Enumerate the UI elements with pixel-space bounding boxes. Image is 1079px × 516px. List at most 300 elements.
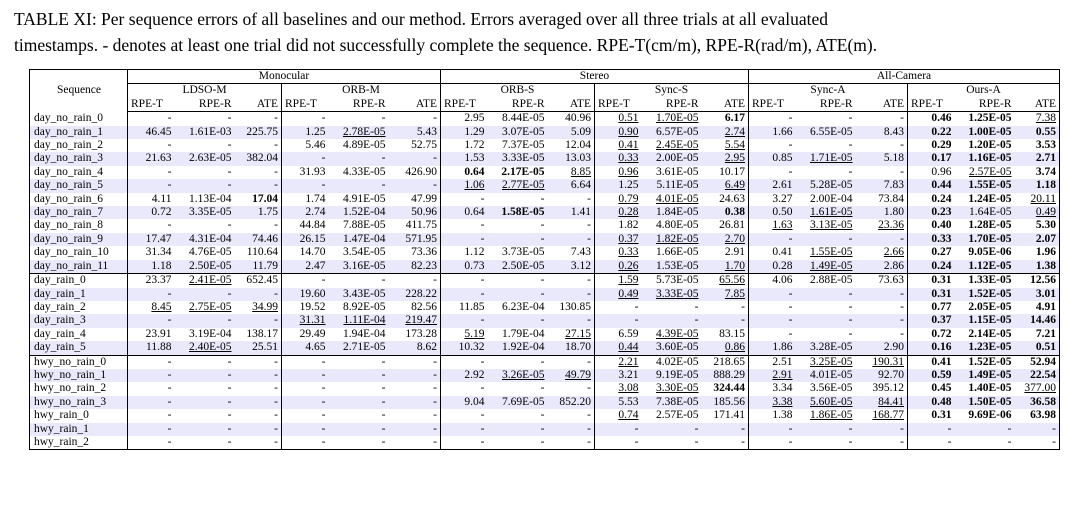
value-cell: - xyxy=(235,139,282,152)
value-cell: 1.53 xyxy=(441,152,488,165)
value-cell: - xyxy=(856,423,908,436)
value-cell: - xyxy=(175,112,235,126)
value-cell: - xyxy=(548,423,595,436)
value-cell: 4.80E-05 xyxy=(642,219,702,232)
value-cell: 46.45 xyxy=(128,126,175,139)
value-cell: 0.28 xyxy=(595,206,642,219)
table-row xyxy=(30,139,1060,152)
value-cell: 4.39E-05 xyxy=(642,328,702,341)
value-cell: - xyxy=(282,423,329,436)
value-cell: 3.07E-05 xyxy=(488,126,548,139)
value-cell: - xyxy=(235,396,282,409)
value-cell: 0.49 xyxy=(1015,206,1060,219)
value-cell: - xyxy=(749,423,796,436)
value-cell: - xyxy=(642,423,702,436)
value-cell: 4.06 xyxy=(749,274,796,288)
value-cell: 7.85 xyxy=(702,288,749,301)
value-cell: 1.41 xyxy=(548,206,595,219)
value-cell: - xyxy=(796,166,856,179)
value-cell: - xyxy=(389,355,441,369)
value-cell: - xyxy=(329,369,389,382)
value-cell: 0.90 xyxy=(595,126,642,139)
value-cell: 1.86 xyxy=(749,341,796,355)
value-cell: 218.65 xyxy=(702,355,749,369)
value-cell: - xyxy=(856,166,908,179)
table-row xyxy=(30,112,1060,126)
value-cell: - xyxy=(175,219,235,232)
value-cell: 1.12 xyxy=(441,246,488,259)
value-cell: - xyxy=(235,409,282,422)
sequence-cell: day_no_rain_11 xyxy=(30,260,128,274)
value-cell: - xyxy=(856,112,908,126)
value-cell: 2.47 xyxy=(282,260,329,274)
value-cell: 92.70 xyxy=(856,369,908,382)
value-cell: 5.43 xyxy=(389,126,441,139)
value-cell: 6.59 xyxy=(595,328,642,341)
value-cell: 7.69E-05 xyxy=(488,396,548,409)
value-cell: 1.38 xyxy=(1015,260,1060,274)
value-cell: 1.33E-05 xyxy=(955,274,1015,288)
value-cell: 0.59 xyxy=(908,369,955,382)
value-cell: 1.25 xyxy=(595,179,642,192)
sequence-cell: hwy_no_rain_2 xyxy=(30,382,128,395)
value-cell: - xyxy=(329,409,389,422)
sequence-cell: day_no_rain_1 xyxy=(30,126,128,139)
value-cell: 5.18 xyxy=(856,152,908,165)
value-cell: 9.69E-06 xyxy=(955,409,1015,422)
sequence-cell: day_no_rain_0 xyxy=(30,112,128,126)
sequence-cell: hwy_no_rain_1 xyxy=(30,369,128,382)
sequence-header: Sequence xyxy=(56,84,102,97)
value-cell: 1.25 xyxy=(282,126,329,139)
table-row xyxy=(30,152,1060,165)
value-cell: 9.19E-05 xyxy=(642,369,702,382)
value-cell: 219.47 xyxy=(389,314,441,327)
value-cell: - xyxy=(749,139,796,152)
value-cell: 2.77E-05 xyxy=(488,179,548,192)
table-row xyxy=(30,274,1060,288)
metric-header: RPE-T xyxy=(128,98,175,112)
value-cell: 888.29 xyxy=(702,369,749,382)
value-cell: - xyxy=(128,369,175,382)
value-cell: 5.54 xyxy=(702,139,749,152)
value-cell: - xyxy=(441,355,488,369)
value-cell: 2.05E-05 xyxy=(955,301,1015,314)
method-header: Ours-A xyxy=(908,84,1060,98)
value-cell: 0.51 xyxy=(595,112,642,126)
value-cell: 24.63 xyxy=(702,193,749,206)
value-cell: 1.96 xyxy=(1015,246,1060,259)
value-cell: - xyxy=(282,179,329,192)
value-cell: 5.46 xyxy=(282,139,329,152)
sequence-cell: day_rain_2 xyxy=(30,301,128,314)
value-cell: 11.85 xyxy=(441,301,488,314)
value-cell: 2.88E-05 xyxy=(796,274,856,288)
value-cell: - xyxy=(548,436,595,450)
value-cell: 65.56 xyxy=(702,274,749,288)
value-cell: 50.96 xyxy=(389,206,441,219)
value-cell: 2.50E-05 xyxy=(175,260,235,274)
value-cell: 0.74 xyxy=(595,409,642,422)
value-cell: 395.12 xyxy=(856,382,908,395)
metric-header: ATE xyxy=(702,98,749,112)
value-cell: 0.45 xyxy=(908,382,955,395)
value-cell: 11.88 xyxy=(128,341,175,355)
value-cell: 8.62 xyxy=(389,341,441,355)
value-cell: 0.77 xyxy=(908,301,955,314)
value-cell: 2.71E-05 xyxy=(329,341,389,355)
value-cell: - xyxy=(175,355,235,369)
value-cell: 1.61E-05 xyxy=(796,206,856,219)
value-cell: - xyxy=(548,233,595,246)
value-cell: 1.18 xyxy=(128,260,175,274)
value-cell: 3.38 xyxy=(749,396,796,409)
value-cell: 138.17 xyxy=(235,328,282,341)
value-cell: - xyxy=(441,193,488,206)
value-cell: - xyxy=(749,112,796,126)
sequence-cell: hwy_no_rain_0 xyxy=(30,355,128,369)
value-cell: 2.07 xyxy=(1015,233,1060,246)
value-cell: 1.92E-04 xyxy=(488,341,548,355)
table-row xyxy=(30,314,1060,327)
value-cell: 3.33E-05 xyxy=(488,152,548,165)
value-cell: 6.17 xyxy=(702,112,749,126)
value-cell: - xyxy=(128,436,175,450)
value-cell: 31.31 xyxy=(282,314,329,327)
metric-header: RPE-R xyxy=(175,98,235,112)
value-cell: 3.54E-05 xyxy=(329,246,389,259)
value-cell: 0.64 xyxy=(441,206,488,219)
value-cell: - xyxy=(235,288,282,301)
value-cell: 2.51 xyxy=(749,355,796,369)
value-cell: - xyxy=(796,328,856,341)
value-cell: - xyxy=(235,219,282,232)
value-cell: 26.15 xyxy=(282,233,329,246)
value-cell: 2.71 xyxy=(1015,152,1060,165)
value-cell: - xyxy=(389,112,441,126)
value-cell: - xyxy=(128,139,175,152)
value-cell: 23.37 xyxy=(128,274,175,288)
value-cell: - xyxy=(235,382,282,395)
value-cell: 20.11 xyxy=(1015,193,1060,206)
value-cell: 0.37 xyxy=(908,314,955,327)
value-cell: 3.16E-05 xyxy=(329,260,389,274)
value-cell: 1.94E-04 xyxy=(329,328,389,341)
value-cell: 2.78E-05 xyxy=(329,126,389,139)
sequence-cell: day_no_rain_8 xyxy=(30,219,128,232)
value-cell: - xyxy=(175,314,235,327)
value-cell: - xyxy=(1015,436,1060,450)
value-cell: 0.72 xyxy=(908,328,955,341)
value-cell: - xyxy=(955,436,1015,450)
value-cell: - xyxy=(856,436,908,450)
value-cell: 0.22 xyxy=(908,126,955,139)
value-cell: 1.55E-05 xyxy=(796,246,856,259)
value-cell: 4.11 xyxy=(128,193,175,206)
value-cell: 0.51 xyxy=(1015,341,1060,355)
value-cell: 1.86E-05 xyxy=(796,409,856,422)
value-cell: - xyxy=(128,396,175,409)
value-cell: 17.47 xyxy=(128,233,175,246)
sequence-cell: day_rain_3 xyxy=(30,314,128,327)
value-cell: 0.50 xyxy=(749,206,796,219)
value-cell: 0.37 xyxy=(595,233,642,246)
value-cell: - xyxy=(329,382,389,395)
table-row xyxy=(30,126,1060,139)
value-cell: - xyxy=(441,288,488,301)
value-cell: - xyxy=(389,409,441,422)
value-cell: 63.98 xyxy=(1015,409,1060,422)
value-cell: 10.32 xyxy=(441,341,488,355)
value-cell: 0.40 xyxy=(908,219,955,232)
value-cell: - xyxy=(856,233,908,246)
results-table xyxy=(29,69,1060,450)
value-cell: - xyxy=(488,274,548,288)
value-cell: 2.00E-04 xyxy=(796,193,856,206)
sequence-cell: day_rain_1 xyxy=(30,288,128,301)
sequence-cell: hwy_rain_0 xyxy=(30,409,128,422)
table-row xyxy=(30,355,1060,369)
value-cell: - xyxy=(235,355,282,369)
value-cell: - xyxy=(642,436,702,450)
value-cell: 1.82 xyxy=(595,219,642,232)
value-cell: - xyxy=(175,166,235,179)
value-cell: - xyxy=(282,382,329,395)
value-cell: 1.53E-05 xyxy=(642,260,702,274)
value-cell: 18.70 xyxy=(548,341,595,355)
value-cell: - xyxy=(441,233,488,246)
value-cell: 19.60 xyxy=(282,288,329,301)
value-cell: 0.49 xyxy=(595,288,642,301)
value-cell: 6.64 xyxy=(548,179,595,192)
value-cell: 3.56E-05 xyxy=(796,382,856,395)
value-cell: - xyxy=(128,382,175,395)
value-cell: - xyxy=(1015,423,1060,436)
value-cell: 3.19E-04 xyxy=(175,328,235,341)
value-cell: 0.85 xyxy=(749,152,796,165)
value-cell: - xyxy=(389,179,441,192)
value-cell: 1.16E-05 xyxy=(955,152,1015,165)
value-cell: - xyxy=(749,314,796,327)
value-cell: 3.27 xyxy=(749,193,796,206)
value-cell: 1.18 xyxy=(1015,179,1060,192)
value-cell: - xyxy=(856,314,908,327)
value-cell: 7.83 xyxy=(856,179,908,192)
value-cell: - xyxy=(389,423,441,436)
value-cell: - xyxy=(796,423,856,436)
value-cell: 1.47E-04 xyxy=(329,233,389,246)
table-row xyxy=(30,409,1060,422)
value-cell: 0.72 xyxy=(128,206,175,219)
metric-header: RPE-R xyxy=(955,98,1015,112)
value-cell: - xyxy=(389,369,441,382)
value-cell: 2.75E-05 xyxy=(175,301,235,314)
value-cell: 31.34 xyxy=(128,246,175,259)
value-cell: 8.44E-05 xyxy=(488,112,548,126)
value-cell: 25.51 xyxy=(235,341,282,355)
value-cell: 21.63 xyxy=(128,152,175,165)
group-header: Stereo xyxy=(441,70,749,84)
value-cell: - xyxy=(389,396,441,409)
value-cell: 4.91 xyxy=(1015,301,1060,314)
value-cell: 1.61E-03 xyxy=(175,126,235,139)
value-cell: 1.70E-05 xyxy=(955,233,1015,246)
table-row xyxy=(30,369,1060,382)
value-cell: 426.90 xyxy=(389,166,441,179)
value-cell: 5.30 xyxy=(1015,219,1060,232)
value-cell: 7.21 xyxy=(1015,328,1060,341)
value-cell: - xyxy=(235,179,282,192)
value-cell: - xyxy=(235,369,282,382)
sequence-cell: day_no_rain_9 xyxy=(30,233,128,246)
value-cell: 0.26 xyxy=(595,260,642,274)
value-cell: 11.79 xyxy=(235,260,282,274)
sequence-cell: hwy_rain_1 xyxy=(30,423,128,436)
value-cell: - xyxy=(175,369,235,382)
value-cell: 6.55E-05 xyxy=(796,126,856,139)
value-cell: 1.28E-05 xyxy=(955,219,1015,232)
value-cell: - xyxy=(235,436,282,450)
method-header: Sync-A xyxy=(749,84,908,98)
value-cell: 130.85 xyxy=(548,301,595,314)
value-cell: 171.41 xyxy=(702,409,749,422)
value-cell: 0.31 xyxy=(908,288,955,301)
caption-line-2: timestamps. - denotes at least one trial did not successfully complete the sequence. RPE-T(cm/m), RPE-R(rad/m), ATE(m). xyxy=(14,35,878,55)
value-cell: - xyxy=(441,423,488,436)
value-cell: 2.95 xyxy=(702,152,749,165)
value-cell: 84.41 xyxy=(856,396,908,409)
value-cell: 2.40E-05 xyxy=(175,341,235,355)
value-cell: 1.20E-05 xyxy=(955,139,1015,152)
value-cell: - xyxy=(749,166,796,179)
table-caption xyxy=(14,6,1064,58)
value-cell: - xyxy=(796,436,856,450)
value-cell: - xyxy=(488,288,548,301)
value-cell: - xyxy=(128,179,175,192)
table-row xyxy=(30,219,1060,232)
value-cell: 47.99 xyxy=(389,193,441,206)
value-cell: - xyxy=(282,152,329,165)
value-cell: 185.56 xyxy=(702,396,749,409)
value-cell: - xyxy=(389,274,441,288)
value-cell: 0.31 xyxy=(908,409,955,422)
metric-header: RPE-R xyxy=(642,98,702,112)
value-cell: 0.33 xyxy=(595,246,642,259)
value-cell: - xyxy=(856,301,908,314)
value-cell: 1.70E-05 xyxy=(642,112,702,126)
value-cell: 73.84 xyxy=(856,193,908,206)
value-cell: - xyxy=(128,409,175,422)
value-cell: 1.80 xyxy=(856,206,908,219)
value-cell: 3.33E-05 xyxy=(642,288,702,301)
value-cell: 2.45E-05 xyxy=(642,139,702,152)
value-cell: - xyxy=(595,436,642,450)
value-cell: - xyxy=(235,314,282,327)
table-row xyxy=(30,246,1060,259)
value-cell: 0.96 xyxy=(595,166,642,179)
value-cell: - xyxy=(548,382,595,395)
value-cell: - xyxy=(749,233,796,246)
value-cell: 0.24 xyxy=(908,260,955,274)
value-cell: 3.74 xyxy=(1015,166,1060,179)
value-cell: - xyxy=(548,219,595,232)
table-row xyxy=(30,288,1060,301)
sequence-cell: day_rain_0 xyxy=(30,274,128,288)
value-cell: 852.20 xyxy=(548,396,595,409)
method-header: Sync-S xyxy=(595,84,749,98)
value-cell: 0.55 xyxy=(1015,126,1060,139)
value-cell: 1.74 xyxy=(282,193,329,206)
value-cell: - xyxy=(595,314,642,327)
value-cell: 19.52 xyxy=(282,301,329,314)
value-cell: 7.43 xyxy=(548,246,595,259)
metric-header: RPE-R xyxy=(488,98,548,112)
value-cell: 168.77 xyxy=(856,409,908,422)
value-cell: 0.31 xyxy=(908,274,955,288)
value-cell: 324.44 xyxy=(702,382,749,395)
value-cell: - xyxy=(175,382,235,395)
value-cell: 1.52E-05 xyxy=(955,355,1015,369)
value-cell: 73.63 xyxy=(856,274,908,288)
value-cell: - xyxy=(749,328,796,341)
value-cell: 74.46 xyxy=(235,233,282,246)
value-cell: 1.06 xyxy=(441,179,488,192)
value-cell: 23.36 xyxy=(856,219,908,232)
value-cell: 0.23 xyxy=(908,206,955,219)
sequence-cell: day_no_rain_10 xyxy=(30,246,128,259)
value-cell: 83.15 xyxy=(702,328,749,341)
value-cell: - xyxy=(488,233,548,246)
value-cell: 0.24 xyxy=(908,193,955,206)
value-cell: 1.82E-05 xyxy=(642,233,702,246)
value-cell: - xyxy=(389,152,441,165)
value-cell: - xyxy=(749,301,796,314)
value-cell: 1.59 xyxy=(595,274,642,288)
value-cell: 1.49E-05 xyxy=(796,260,856,274)
value-cell: 7.38 xyxy=(1015,112,1060,126)
value-cell: - xyxy=(488,219,548,232)
value-cell: 5.73E-05 xyxy=(642,274,702,288)
value-cell: - xyxy=(329,423,389,436)
table-row xyxy=(30,179,1060,192)
value-cell: - xyxy=(488,436,548,450)
value-cell: 5.11E-05 xyxy=(642,179,702,192)
value-cell: 9.05E-06 xyxy=(955,246,1015,259)
value-cell: - xyxy=(796,288,856,301)
value-cell: 1.13E-04 xyxy=(175,193,235,206)
table-row xyxy=(30,193,1060,206)
value-cell: - xyxy=(488,382,548,395)
value-cell: - xyxy=(175,139,235,152)
metric-header: RPE-T xyxy=(749,98,796,112)
value-cell: 228.22 xyxy=(389,288,441,301)
value-cell: 73.36 xyxy=(389,246,441,259)
value-cell: - xyxy=(128,166,175,179)
value-cell: 1.29 xyxy=(441,126,488,139)
value-cell: - xyxy=(595,301,642,314)
value-cell: 2.70 xyxy=(702,233,749,246)
value-cell: - xyxy=(856,139,908,152)
sequence-cell: day_rain_5 xyxy=(30,341,128,355)
value-cell: - xyxy=(488,409,548,422)
value-cell: - xyxy=(175,288,235,301)
value-cell: - xyxy=(796,233,856,246)
sequence-cell: day_no_rain_6 xyxy=(30,193,128,206)
value-cell: - xyxy=(235,166,282,179)
value-cell: - xyxy=(329,396,389,409)
sequence-cell: day_rain_4 xyxy=(30,328,128,341)
value-cell: 8.92E-05 xyxy=(329,301,389,314)
